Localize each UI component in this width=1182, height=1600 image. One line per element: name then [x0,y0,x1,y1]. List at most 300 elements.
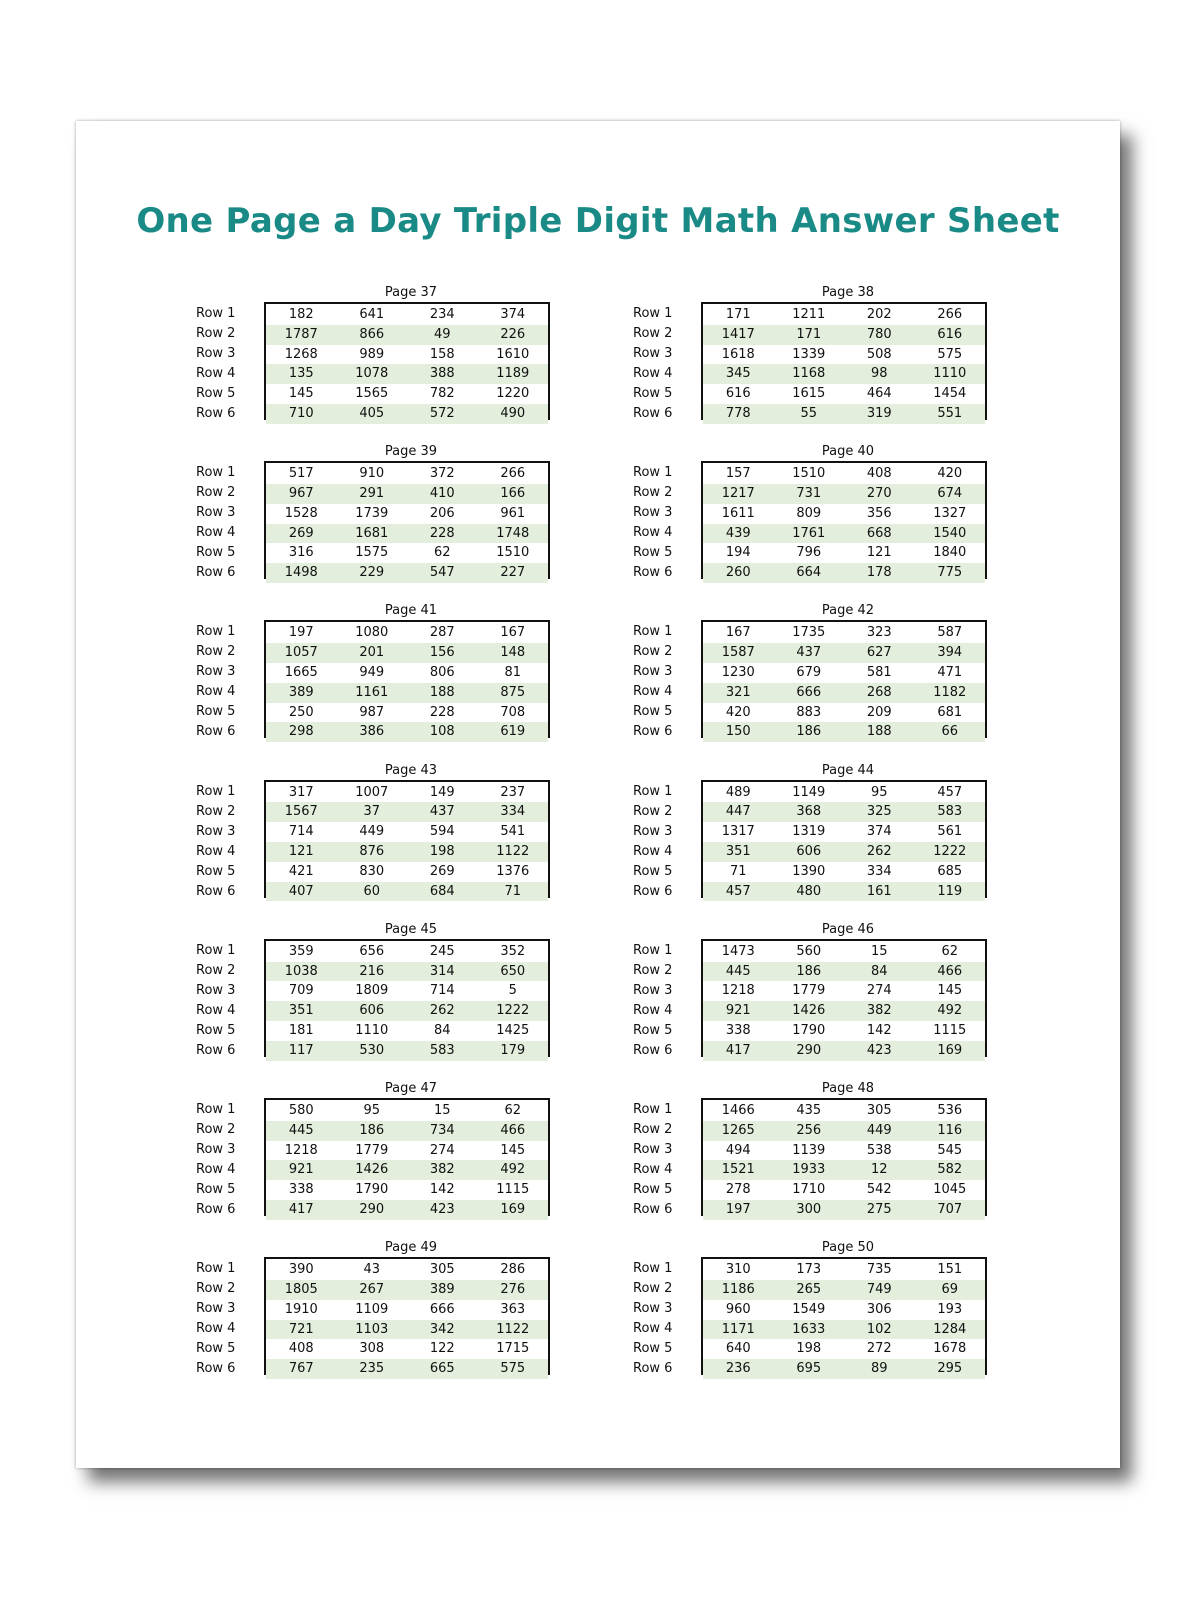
answer-cell: 181 [288,1022,314,1038]
answer-cell: 1473 [721,943,755,959]
answer-cell: 1466 [721,1103,755,1118]
answer-cell: 37 [363,804,381,820]
answer-cell: 806 [429,664,455,680]
answer-cell: 1327 [933,505,967,521]
answer-cell: 300 [796,1201,822,1217]
answer-cell: 1115 [933,1022,967,1038]
answer-cell: 84 [870,963,888,979]
answer-cell: 536 [937,1103,963,1118]
table-row [266,1320,548,1340]
answer-cell: 457 [937,784,963,800]
answer-grid [701,1098,987,1216]
answer-cell: 69 [941,1281,959,1297]
row-label: Row 6 [633,883,673,899]
answer-cell: 405 [359,405,385,421]
row-labels [196,782,256,902]
answer-cell: 1528 [284,505,318,521]
row-label: Row 3 [196,505,236,521]
answer-cell: 714 [429,983,455,999]
answer-cell: 1139 [792,1142,826,1158]
answer-cell: 363 [500,1301,526,1317]
answer-cell: 142 [866,1022,892,1038]
row-label: Row 3 [633,664,673,680]
table-row [266,683,548,703]
answer-cell: 423 [429,1201,455,1217]
table-row [266,1021,548,1041]
answer-cell: 1633 [792,1321,826,1337]
row-label: Row 1 [196,1102,236,1117]
row-label: Row 3 [633,1301,673,1317]
table-row [703,643,985,663]
row-label: Row 3 [633,346,673,361]
answer-cell: 1549 [792,1301,826,1317]
answer-cell: 545 [937,1142,963,1158]
answer-cell: 122 [429,1341,455,1357]
answer-cell: 267 [359,1281,385,1297]
answer-cell: 572 [429,405,455,421]
answer-cell: 866 [359,326,385,342]
row-label: Row 6 [633,406,673,421]
answer-cell: 71 [729,863,747,879]
answer-cell: 490 [500,405,526,421]
row-label: Row 2 [633,326,673,341]
answer-cell: 1521 [721,1162,755,1178]
answer-cell: 1510 [792,466,826,482]
answer-cell: 561 [937,824,963,840]
answer-cell: 420 [725,704,751,720]
answer-grid [264,780,550,898]
table-row [703,404,985,424]
answer-cell: 345 [725,366,751,382]
row-label: Row 1 [633,942,673,958]
row-label: Row 5 [633,545,673,561]
answer-cell: 62 [941,943,959,959]
answer-cell: 182 [288,307,314,322]
answer-cell: 135 [288,366,314,382]
answer-cell: 382 [866,1003,892,1019]
answer-cell: 1567 [284,804,318,820]
answer-cell: 148 [500,645,526,661]
table-row [703,882,985,902]
answer-cell: 278 [725,1182,751,1198]
row-label: Row 1 [633,465,673,481]
answer-cell: 388 [429,366,455,382]
answer-cell: 1115 [496,1182,530,1198]
answer-cell: 1678 [933,1341,967,1357]
answer-cell: 1933 [792,1162,826,1178]
answer-grid [264,302,550,420]
table-row [703,1121,985,1141]
answer-cell: 43 [363,1262,381,1278]
answer-cell: 310 [725,1262,751,1278]
answer-cell: 270 [866,485,892,501]
row-label: Row 5 [196,1022,236,1038]
row-label: Row 2 [196,326,236,341]
table-row [266,703,548,723]
answer-grid [701,1257,987,1375]
row-label: Row 1 [196,306,236,321]
answer-cell: 1611 [721,505,755,521]
row-label: Row 3 [196,982,236,998]
answer-block [633,445,1005,581]
answer-cell: 1007 [355,784,389,800]
block-page-title: Page 43 [384,762,438,778]
row-label: Row 1 [633,306,673,321]
answer-cell: 457 [725,883,751,899]
answer-grid [701,461,987,579]
table-row [703,942,985,962]
answer-cell: 156 [429,645,455,661]
row-label: Row 6 [633,565,673,581]
table-row [703,1300,985,1320]
row-label: Row 4 [196,684,236,700]
answer-cell: 1787 [284,326,318,342]
answer-cell: 71 [504,883,522,899]
answer-cell: 627 [866,645,892,661]
answer-cell: 142 [429,1182,455,1198]
table-row [266,842,548,862]
answer-cell: 188 [429,684,455,700]
answer-cell: 295 [937,1361,963,1377]
answer-cell: 967 [288,485,314,501]
answer-cell: 664 [796,565,822,581]
row-label: Row 3 [633,1142,673,1157]
answer-block [633,923,1005,1059]
answer-cell: 1615 [792,386,826,402]
table-row [703,524,985,544]
answer-cell: 256 [796,1122,822,1138]
answer-cell: 464 [866,386,892,402]
answer-cell: 449 [359,824,385,840]
row-labels [196,304,256,424]
row-label: Row 3 [196,664,236,680]
row-label: Row 3 [196,823,236,839]
answer-cell: 145 [937,983,963,999]
answer-cell: 151 [937,1262,963,1278]
table-row [266,563,548,583]
table-row [703,484,985,504]
answer-cell: 236 [725,1361,751,1377]
answer-cell: 150 [725,724,751,740]
answer-cell: 560 [796,943,822,959]
answer-cell: 714 [288,824,314,840]
answer-cell: 1739 [355,505,389,521]
row-label: Row 4 [196,1321,236,1337]
answer-grid [264,620,550,738]
table-row [703,683,985,703]
table-row [266,663,548,683]
answer-cell: 542 [866,1182,892,1198]
answer-cell: 480 [796,883,822,899]
answer-cell: 260 [725,565,751,581]
answer-cell: 707 [937,1201,963,1217]
answer-cell: 1790 [792,1022,826,1038]
answer-cell: 323 [866,625,892,641]
table-row [703,1200,985,1220]
answer-block [196,923,568,1059]
answer-cell: 466 [500,1122,526,1138]
answer-cell: 351 [288,1003,314,1019]
answer-block [633,1082,1005,1218]
answer-cell: 262 [429,1003,455,1019]
answer-cell: 390 [288,1262,314,1278]
answer-cell: 1182 [933,684,967,700]
answer-cell: 334 [500,804,526,820]
row-label: Row 6 [633,1361,673,1377]
answer-cell: 541 [500,824,526,840]
row-label: Row 5 [633,1022,673,1038]
answer-cell: 445 [725,963,751,979]
block-page-title: Page 47 [384,1081,438,1096]
row-labels [196,622,256,742]
answer-cell: 145 [500,1142,526,1158]
answer-cell: 530 [359,1042,385,1058]
row-label: Row 5 [196,1182,236,1197]
block-page-title: Page 50 [821,1240,875,1256]
answer-cell: 1110 [933,366,967,382]
answer-cell: 325 [866,804,892,820]
answer-cell: 1161 [355,684,389,700]
row-label: Row 2 [633,1122,673,1137]
table-row [703,384,985,404]
answer-cell: 193 [937,1301,963,1317]
table-row [266,404,548,424]
table-row [266,882,548,902]
answer-cell: 445 [288,1122,314,1138]
answer-cell: 437 [796,645,822,661]
answer-cell: 408 [866,466,892,482]
row-label: Row 4 [633,843,673,859]
table-row [703,802,985,822]
answer-cell: 679 [796,664,822,680]
row-label: Row 5 [196,545,236,561]
answer-block [196,1241,568,1377]
answer-cell: 674 [937,485,963,501]
answer-cell: 1587 [721,645,755,661]
row-label: Row 4 [633,366,673,381]
answer-cell: 171 [725,307,751,322]
row-labels [633,622,693,742]
table-row [703,1339,985,1359]
answer-cell: 1805 [284,1281,318,1297]
answer-grid [264,461,550,579]
answer-cell: 1809 [355,983,389,999]
table-row [703,842,985,862]
answer-cell: 250 [288,704,314,720]
table-row [703,722,985,742]
answer-cell: 161 [866,883,892,899]
answer-cell: 179 [500,1042,526,1058]
answer-cell: 166 [500,485,526,501]
table-row [266,543,548,563]
row-label: Row 1 [633,1102,673,1117]
answer-cell: 949 [359,664,385,680]
table-row [703,325,985,345]
answer-cell: 389 [429,1281,455,1297]
row-label: Row 5 [196,704,236,720]
row-label: Row 6 [196,883,236,899]
table-row [703,862,985,882]
answer-cell: 616 [937,326,963,342]
block-page-title: Page 46 [821,921,875,937]
answer-cell: 229 [359,565,385,581]
answer-block [196,1082,568,1218]
row-label: Row 4 [633,1002,673,1018]
row-label: Row 6 [196,724,236,740]
answer-cell: 421 [288,863,314,879]
row-label: Row 1 [196,783,236,799]
answer-cell: 435 [796,1103,822,1118]
answer-cell: 695 [796,1361,822,1377]
answer-cell: 305 [866,1103,892,1118]
answer-cell: 62 [504,1103,522,1118]
answer-cell: 234 [429,307,455,322]
table-row [266,325,548,345]
table-row [266,484,548,504]
sheet-title: One Page a Day Triple Digit Math Answer Sheet [136,201,1060,241]
row-label: Row 2 [196,644,236,660]
row-label: Row 3 [196,1301,236,1317]
answer-cell: 382 [429,1162,455,1178]
answer-cell: 198 [796,1341,822,1357]
table-row [266,783,548,803]
table-row [703,504,985,524]
answer-cell: 227 [500,565,526,581]
block-page-title: Page 37 [384,285,438,300]
answer-cell: 910 [359,466,385,482]
answer-cell: 447 [725,804,751,820]
table-row [266,1339,548,1359]
answer-cell: 167 [500,625,526,641]
answer-cell: 583 [429,1042,455,1058]
answer-block [633,1241,1005,1377]
table-row [703,1041,985,1061]
answer-cell: 1735 [792,625,826,641]
answer-cell: 216 [359,963,385,979]
answer-cell: 262 [866,843,892,859]
row-labels [633,463,693,583]
answer-cell: 290 [359,1201,385,1217]
answer-cell: 517 [288,466,314,482]
table-row [703,1021,985,1041]
answer-cell: 389 [288,684,314,700]
row-label: Row 4 [633,1162,673,1177]
answer-cell: 1265 [721,1122,755,1138]
answer-cell: 145 [288,386,314,402]
answer-cell: 116 [937,1122,963,1138]
row-label: Row 2 [196,803,236,819]
table-row [266,345,548,365]
answer-cell: 308 [359,1341,385,1357]
answer-cell: 656 [359,943,385,959]
table-row [266,981,548,1001]
answer-cell: 685 [937,863,963,879]
answer-cell: 15 [433,1103,451,1118]
answer-grid [264,1098,550,1216]
answer-cell: 102 [866,1321,892,1337]
answer-cell: 1284 [933,1321,967,1337]
answer-cell: 149 [429,784,455,800]
answer-cell: 62 [433,545,451,561]
answer-cell: 317 [288,784,314,800]
answer-cell: 1109 [355,1301,389,1317]
row-label: Row 5 [633,704,673,720]
answer-cell: 15 [870,943,888,959]
answer-cell: 117 [288,1042,314,1058]
row-label: Row 2 [196,1281,236,1297]
answer-cell: 1748 [496,525,530,541]
answer-cell: 606 [796,843,822,859]
answer-cell: 1211 [792,307,826,322]
row-label: Row 6 [196,1202,236,1217]
answer-cell: 1840 [933,545,967,561]
table-row [703,962,985,982]
row-label: Row 4 [196,366,236,381]
row-labels [633,782,693,902]
answer-block [196,604,568,740]
answer-cell: 961 [500,505,526,521]
answer-cell: 883 [796,704,822,720]
answer-cell: 492 [937,1003,963,1019]
row-label: Row 3 [633,505,673,521]
answer-cell: 423 [866,1042,892,1058]
answer-cell: 169 [500,1201,526,1217]
answer-block [633,286,1005,422]
table-row [703,1180,985,1200]
answer-cell: 89 [870,1361,888,1377]
answer-cell: 1779 [355,1142,389,1158]
answer-cell: 305 [429,1262,455,1278]
answer-block [196,445,568,581]
table-row [266,942,548,962]
answer-cell: 372 [429,466,455,482]
answer-cell: 266 [937,307,963,322]
table-row [703,981,985,1001]
answer-cell: 121 [288,843,314,859]
answer-cell: 489 [725,784,751,800]
answer-cell: 188 [866,724,892,740]
answer-cell: 408 [288,1341,314,1357]
answer-cell: 721 [288,1321,314,1337]
block-page-title: Page 41 [384,603,438,619]
answer-cell: 551 [937,405,963,421]
answer-cell: 290 [796,1042,822,1058]
answer-cell: 749 [866,1281,892,1297]
answer-cell: 1222 [496,1003,530,1019]
answer-cell: 1045 [933,1182,967,1198]
answer-cell: 1171 [721,1321,755,1337]
row-label: Row 2 [196,962,236,978]
answer-cell: 319 [866,405,892,421]
answer-cell: 5 [508,983,517,999]
answer-cell: 1317 [721,824,755,840]
answer-cell: 538 [866,1142,892,1158]
answer-cell: 286 [500,1262,526,1278]
answer-cell: 1078 [355,366,389,382]
table-row [266,1121,548,1141]
row-label: Row 4 [633,684,673,700]
row-labels [633,304,693,424]
table-row [266,1200,548,1220]
table-row [703,1260,985,1280]
row-label: Row 1 [196,942,236,958]
row-label: Row 6 [196,406,236,421]
answer-cell: 1665 [284,664,318,680]
row-label: Row 6 [196,565,236,581]
answer-cell: 1417 [721,326,755,342]
table-row [266,1160,548,1180]
table-row [266,643,548,663]
